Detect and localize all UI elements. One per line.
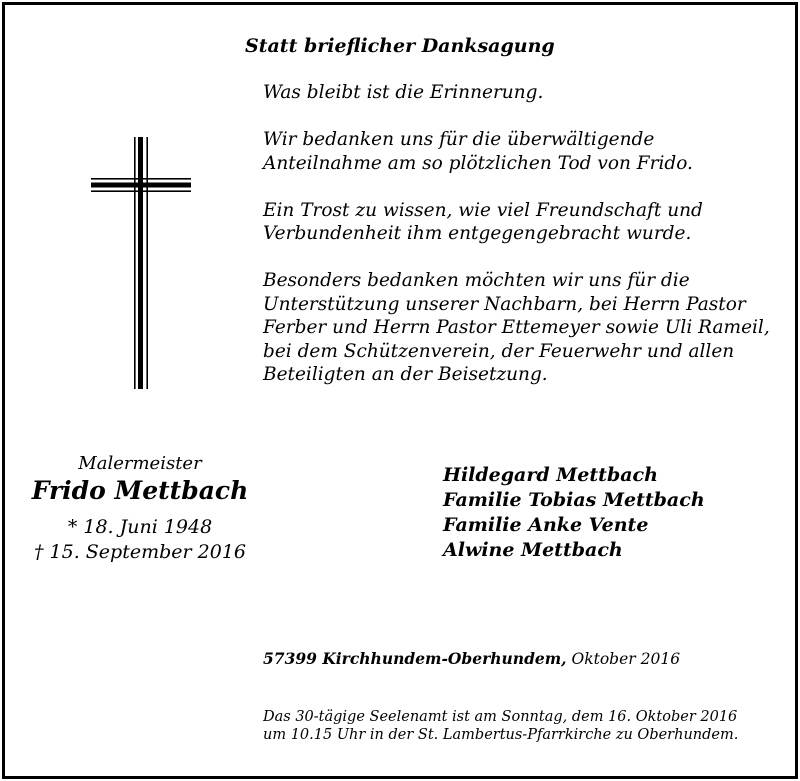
place-and-date — [263, 649, 680, 668]
paragraph-comfort — [263, 199, 793, 246]
text-line: Besonders bedanken möchten wir uns für die — [263, 270, 690, 291]
obituary-frame — [2, 2, 798, 779]
notice-line: um 10.15 Uhr in der St. Lambertus-Pfarrkirche zu Oberhundem. — [263, 727, 739, 743]
text-line: Verbundenheit ihm entgegengebracht wurde. — [263, 223, 692, 244]
paragraph-special-thanks — [263, 269, 793, 387]
paragraph-memory — [263, 81, 793, 105]
mourners-list — [443, 463, 705, 563]
deceased-name: Frido Mettbach — [31, 476, 249, 505]
requiem-notice — [263, 708, 738, 744]
text-line: Was bleibt ist die Erinnerung. — [263, 82, 544, 103]
paragraph-thanks — [263, 128, 793, 175]
deceased-block — [15, 453, 265, 565]
life-dates — [15, 515, 265, 565]
mourner-name: Hildegard Mettbach — [443, 464, 658, 486]
notice-line: Das 30-tägige Seelenamt ist am Sonntag, dem 16. Oktober 2016 — [263, 709, 738, 725]
place-location: 57399 Kirchhundem-Oberhundem, — [263, 649, 567, 668]
text-line: Anteilnahme am so plötzlichen Tod von Frido. — [263, 152, 693, 174]
thanks-text — [263, 81, 793, 410]
text-line: Ferber und Herrn Pastor Ettemeyer sowie Uli Rameil, — [263, 317, 770, 338]
mourner-name: Familie Anke Vente — [443, 514, 649, 536]
text-line: Ein Trost zu wissen, wie viel Freundschaft und — [263, 199, 703, 221]
christian-cross-icon — [91, 137, 191, 394]
deceased-occupation: Malermeister — [78, 453, 202, 474]
birth-date: * 18. Juni 1948 — [67, 516, 213, 538]
mourner-name: Alwine Mettbach — [443, 539, 623, 561]
notice-heading: Statt brieflicher Danksagung — [245, 35, 555, 57]
text-line: Wir bedanken uns für die überwältigende — [263, 129, 655, 150]
text-line: Beteiligten an der Beisetzung. — [263, 364, 548, 385]
text-line: bei dem Schützenverein, der Feuerwehr und allen — [263, 340, 735, 362]
mourner-name: Familie Tobias Mettbach — [443, 489, 705, 511]
place-date: Oktober 2016 — [571, 650, 681, 668]
death-date: † 15. September 2016 — [34, 541, 246, 563]
text-line: Unterstützung unserer Nachbarn, bei Herrn Pastor — [263, 293, 746, 315]
